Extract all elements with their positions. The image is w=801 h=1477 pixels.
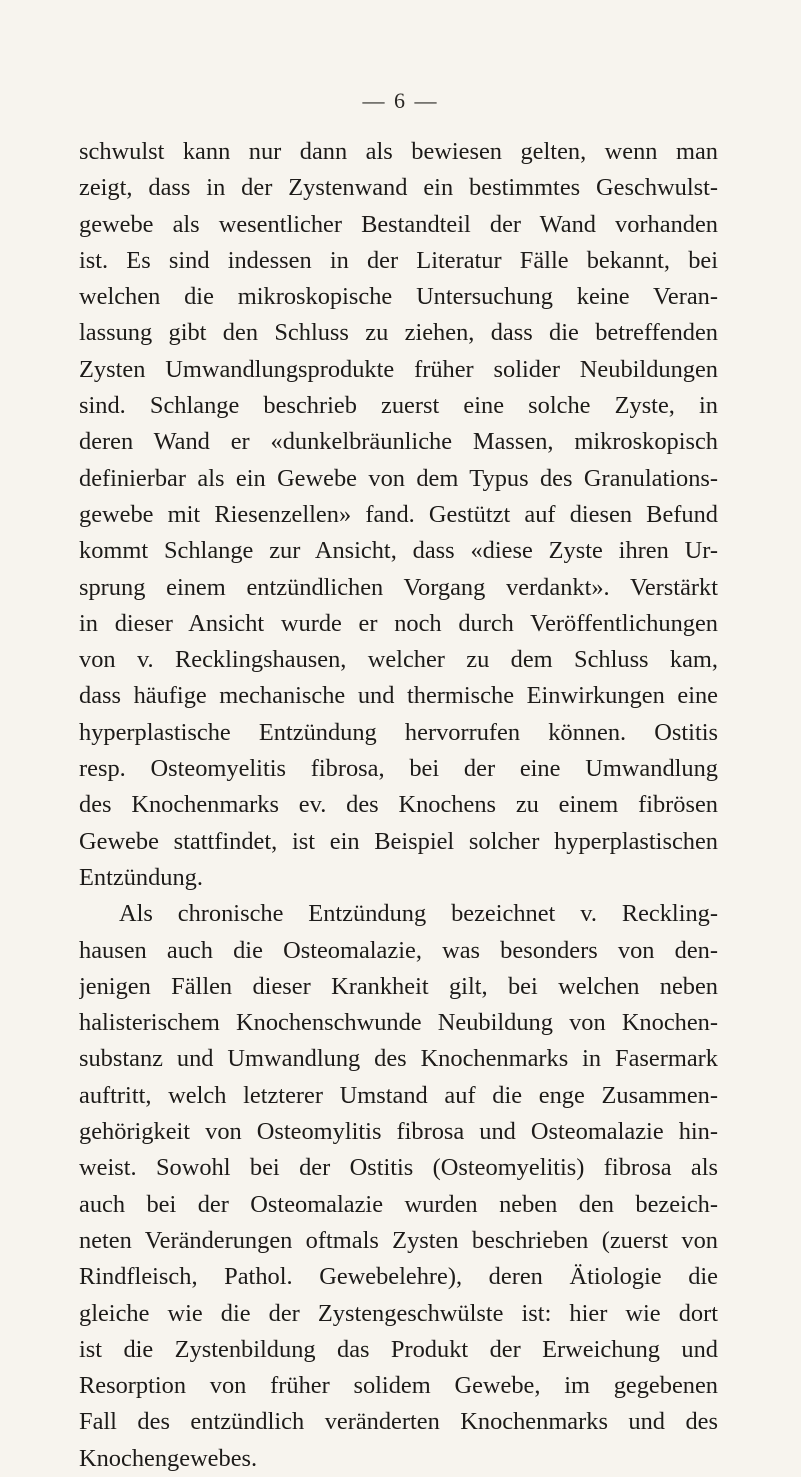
text-line: hausen auch die Osteomalazie, was besonders von den- (79, 936, 718, 964)
text-line: Fall des entzündlich veränderten Knochenmarks und des (79, 1408, 718, 1436)
text-line: halisterischem Knochenschwunde Neubildung von Knochen- (79, 1009, 718, 1037)
text-line: dass häufige mechanische und thermische Einwirkungen eine (79, 682, 718, 710)
text-line: schwulst kann nur dann als bewiesen gelten, wenn man (79, 138, 718, 165)
text-line: substanz und Umwandlung des Knochenmarks in Fasermark (79, 1045, 718, 1073)
text-line: gewebe mit Riesenzellen» fand. Gestützt auf diesen Befund (79, 500, 718, 528)
paragraph-end-line: Knochengewebes. (79, 1444, 258, 1472)
text-line: ist. Es sind indessen in der Literatur Fälle bekannt, bei (79, 246, 718, 274)
paragraph-end-line: Entzündung. (79, 863, 203, 891)
text-line: zeigt, dass in der Zystenwand ein bestimmtes Geschwulst- (79, 174, 718, 202)
text-line: neten Veränderungen oftmals Zysten beschrieben (zuerst von (79, 1226, 718, 1254)
text-line: auftritt, welch letzterer Umstand auf die enge Zusammen- (79, 1081, 718, 1109)
text-line: gehörigkeit von Osteomylitis fibrosa und Osteomalazie hin- (79, 1118, 718, 1146)
paragraph-start-line: Als chronische Entzündung bezeichnet v. Reckling- (119, 900, 718, 928)
text-line: von v. Recklingshausen, welcher zu dem Schluss kam, (79, 646, 718, 674)
body-text (79, 134, 718, 1477)
text-line: auch bei der Osteomalazie wurden neben den bezeich- (79, 1190, 718, 1218)
text-line: sind. Schlange beschrieb zuerst eine solche Zyste, in (79, 392, 718, 420)
text-line: Gewebe stattfindet, ist ein Beispiel solcher hyperplastischen (79, 827, 718, 855)
text-line: deren Wand er «dunkelbräunliche Massen, mikroskopisch (79, 428, 718, 456)
text-line: des Knochenmarks ev. des Knochens zu einem fibrösen (79, 791, 718, 819)
text-line: gleiche wie die der Zystengeschwülste ist: hier wie dort (79, 1299, 718, 1327)
text-line: weist. Sowohl bei der Ostitis (Osteomyelitis) fibrosa als (79, 1154, 718, 1182)
text-line: in dieser Ansicht wurde er noch durch Veröffentlichungen (79, 609, 718, 637)
text-line: gewebe als wesentlicher Bestandteil der Wand vorhanden (79, 210, 718, 238)
text-line: welchen die mikroskopische Untersuchung keine Veran- (79, 283, 718, 311)
text-line: kommt Schlange zur Ansicht, dass «diese Zyste ihren Ur- (79, 537, 718, 565)
text-line: jenigen Fällen dieser Krankheit gilt, bei welchen neben (79, 972, 718, 1000)
text-line: lassung gibt den Schluss zu ziehen, dass die betreffenden (79, 319, 718, 347)
text-line: definierbar als ein Gewebe von dem Typus des Granulations- (79, 464, 718, 492)
text-line: Rindfleisch, Pathol. Gewebelehre), deren Ätiologie die (79, 1263, 718, 1291)
text-line: Zysten Umwandlungsprodukte früher solider Neubildungen (79, 355, 718, 383)
text-line: ist die Zystenbildung das Produkt der Erweichung und (79, 1335, 718, 1363)
text-line: Resorption von früher solidem Gewebe, im gegebenen (79, 1372, 718, 1400)
page-number: — 6 — (362, 88, 439, 113)
text-line: hyperplastische Entzündung hervorrufen können. Ostitis (79, 718, 718, 746)
text-line: resp. Osteomyelitis fibrosa, bei der eine Umwandlung (79, 755, 718, 783)
text-line: sprung einem entzündlichen Vorgang verdankt». Verstärkt (79, 573, 718, 601)
